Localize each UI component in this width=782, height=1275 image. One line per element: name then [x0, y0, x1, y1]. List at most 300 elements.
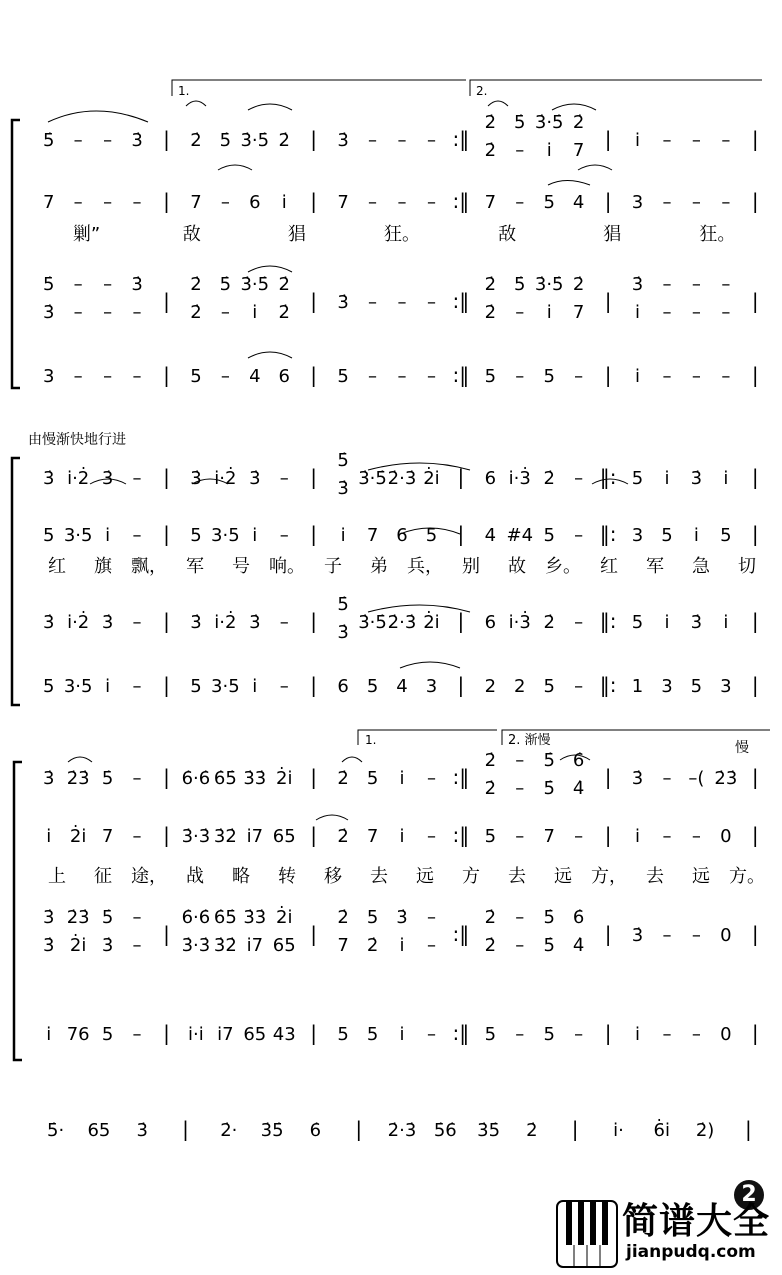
- note-upper: 6̇: [572, 907, 585, 928]
- note: –: [103, 366, 113, 387]
- s3-alto: [46, 823, 758, 847]
- lyric-syllable: 去: [370, 866, 388, 887]
- note: –: [574, 468, 584, 489]
- barline: |: [751, 363, 759, 387]
- note: 3̇: [42, 612, 55, 633]
- lyric-syllable: 兵，: [407, 556, 443, 577]
- volta-label-2b: 2. 渐慢: [508, 733, 551, 748]
- note: –: [691, 826, 701, 847]
- lyric-syllable: 途，: [131, 866, 167, 887]
- note: –: [426, 130, 436, 151]
- note: i̇: [252, 676, 258, 697]
- note: i̇: [105, 525, 111, 546]
- note: 3̇2̇: [213, 826, 237, 847]
- note: i̇·2̇: [214, 612, 237, 633]
- barline: |: [751, 127, 759, 151]
- note: –: [132, 676, 142, 697]
- note: –: [721, 366, 731, 387]
- note: –: [691, 366, 701, 387]
- note: 3̇: [631, 768, 644, 789]
- note: 2̇i̇: [276, 768, 293, 789]
- note: –: [574, 676, 584, 697]
- barline: |: [571, 1117, 579, 1141]
- note-upper: 5̇: [219, 274, 232, 295]
- barline: |: [163, 673, 170, 697]
- note: #4: [506, 525, 534, 546]
- lyric-line-2: [48, 556, 756, 577]
- note: –: [397, 130, 407, 151]
- lyric-syllable: 狂。: [384, 224, 420, 245]
- lyric-syllable: 上: [48, 866, 66, 887]
- note: 3·5: [63, 676, 93, 697]
- note: 5: [543, 192, 555, 213]
- note: i̇: [46, 1024, 52, 1045]
- note: 3: [661, 676, 673, 697]
- lyric-syllable: 转: [278, 866, 296, 887]
- barline: |: [310, 189, 318, 213]
- barline: |: [604, 823, 612, 847]
- note: –: [397, 192, 407, 213]
- note: 1: [631, 676, 644, 697]
- lyric-syllable: 远: [416, 866, 434, 887]
- note-upper: 5̇: [543, 907, 555, 928]
- note: 5: [366, 1024, 379, 1045]
- watermark-url: jianpudq.com: [626, 1242, 756, 1262]
- note: i̇: [635, 1024, 641, 1045]
- note: 0: [720, 925, 732, 946]
- lyric-syllable: 故: [508, 556, 526, 577]
- note: i̇: [664, 468, 670, 489]
- note: –: [426, 292, 436, 313]
- note: 43: [272, 1024, 296, 1045]
- note: 4: [249, 366, 261, 387]
- note-upper: –: [515, 750, 525, 771]
- barline: |: [457, 522, 465, 546]
- note: i̇: [723, 468, 729, 489]
- note: i̇·3̇: [508, 612, 531, 633]
- note: –: [103, 130, 113, 151]
- s3-bass: [46, 1021, 758, 1045]
- note: i̇·: [613, 1120, 624, 1141]
- lyric-syllable: 略: [232, 866, 250, 887]
- note: i̇: [723, 612, 729, 633]
- note: i̇·3̇: [508, 468, 531, 489]
- barline: :‖: [452, 922, 470, 946]
- note-upper: 3̇: [42, 907, 55, 928]
- note-lower: –: [132, 302, 142, 323]
- note: i̇: [281, 192, 287, 213]
- note: 3: [631, 192, 644, 213]
- lyrics: [48, 224, 765, 887]
- note: –: [691, 925, 701, 946]
- note-upper: 3̇3̇: [243, 907, 267, 928]
- note: i̇·2̇: [67, 468, 90, 489]
- note: –: [279, 676, 289, 697]
- note: 3̇: [631, 925, 644, 946]
- note: 5̇: [219, 130, 232, 151]
- note: –: [132, 366, 142, 387]
- barline: |: [751, 189, 759, 213]
- note: –: [73, 366, 83, 387]
- s2-soprano: [43, 450, 759, 499]
- lyric-syllable: 剿”: [72, 224, 101, 245]
- lyric-syllable: 猖: [287, 224, 306, 245]
- lyric-syllable: 方: [462, 866, 480, 887]
- note: 3̇: [42, 768, 55, 789]
- barline: |: [163, 465, 170, 489]
- note: –: [426, 1024, 436, 1045]
- note: 3̇: [101, 468, 114, 489]
- note: –: [426, 192, 436, 213]
- note: 6: [396, 525, 408, 546]
- note-lower: 2̇: [484, 935, 497, 956]
- note: 7: [337, 192, 349, 213]
- note: 3̇·3̇: [181, 826, 211, 847]
- note: –: [662, 366, 672, 387]
- note-lower: 3̇: [42, 302, 55, 323]
- note: 0: [720, 1024, 732, 1045]
- note-lower: 7: [572, 302, 585, 323]
- note-upper: –: [515, 907, 525, 928]
- note: –: [721, 130, 731, 151]
- note: 3·5: [211, 525, 240, 546]
- note-lower: –: [220, 302, 230, 323]
- note: –: [279, 468, 289, 489]
- note: 2̇3̇: [714, 768, 738, 789]
- barline: |: [163, 289, 170, 313]
- s2-tenor: [43, 594, 759, 643]
- lyric-syllable: 飘，: [131, 556, 167, 577]
- piano-keys-icon: [556, 1200, 618, 1268]
- note: –: [368, 366, 378, 387]
- note: 3·5: [63, 525, 93, 546]
- note: 7: [484, 192, 497, 213]
- lyric-line-3: [48, 866, 765, 887]
- lyric-syllable: 号: [232, 556, 250, 577]
- note-lower: 2̇: [366, 935, 379, 956]
- note-lower: 5̇: [543, 778, 555, 799]
- note-lower: 2̇: [484, 778, 497, 799]
- note: 5̇: [42, 130, 55, 151]
- note: –: [426, 366, 436, 387]
- note: 3̇: [690, 468, 703, 489]
- note: –: [368, 292, 378, 313]
- note: 5̇·: [47, 1120, 65, 1141]
- note: 3: [631, 525, 644, 546]
- note: 6̇5̇: [213, 768, 237, 789]
- note: 3̇: [101, 612, 114, 633]
- note-lower: –: [515, 302, 525, 323]
- note: 6̇i̇: [653, 1120, 670, 1141]
- note: 2̇3̇: [66, 768, 90, 789]
- note: 7: [190, 192, 202, 213]
- note: –: [515, 826, 525, 847]
- note: 5̇6̇: [433, 1120, 457, 1141]
- note: –: [574, 525, 584, 546]
- note-lower: 7: [572, 140, 585, 161]
- note-lower: 7: [337, 935, 349, 956]
- note: 6: [278, 366, 290, 387]
- note-upper: –: [662, 274, 672, 295]
- s1-alto: [43, 189, 759, 213]
- barline: |: [751, 765, 759, 789]
- note-lower: i̇: [252, 302, 258, 323]
- note: –: [368, 192, 378, 213]
- note-lower: i̇7: [246, 935, 264, 956]
- note: 76: [66, 1024, 90, 1045]
- note-upper: –: [691, 274, 701, 295]
- logo-badge: 2: [734, 1180, 764, 1210]
- note: i̇7: [246, 826, 264, 847]
- barline: :‖: [452, 127, 470, 151]
- note-upper: 3̇: [631, 274, 644, 295]
- barline: |: [163, 127, 170, 151]
- note-lower: 3̇: [337, 622, 349, 643]
- note: 5: [190, 366, 202, 387]
- watermark-title: 简谱大全: [622, 1201, 771, 1242]
- note: –: [103, 192, 113, 213]
- s4-melody: [47, 1117, 752, 1141]
- note: 7: [101, 826, 114, 847]
- barline: |: [457, 673, 465, 697]
- note: 2̇: [337, 826, 349, 847]
- note: 2̇·3̇: [387, 468, 417, 489]
- barline: |: [604, 1021, 612, 1045]
- note-upper: 3̇: [131, 274, 143, 295]
- lyric-syllable: 远: [692, 866, 710, 887]
- note-lower: –: [515, 778, 525, 799]
- note: –: [132, 612, 142, 633]
- note: –: [662, 768, 672, 789]
- barline: |: [604, 922, 612, 946]
- note-upper: 2̇3̇: [66, 907, 90, 928]
- note: 3̇3̇: [243, 768, 267, 789]
- lyric-syllable: 远: [554, 866, 572, 887]
- barline: |: [310, 127, 318, 151]
- note: 0: [720, 826, 732, 847]
- barline: |: [310, 465, 318, 489]
- barline: |: [163, 1021, 170, 1045]
- note-lower: –: [73, 302, 83, 323]
- note-lower: –: [103, 302, 113, 323]
- lyric-syllable: 猖: [603, 224, 622, 245]
- barline: |: [604, 189, 612, 213]
- note-upper: 6̇·6̇: [181, 907, 211, 928]
- barline: |: [604, 127, 612, 151]
- note-lower: –: [662, 302, 672, 323]
- note-lower: 5̇: [543, 935, 555, 956]
- note: –: [574, 612, 584, 633]
- note-lower: –: [132, 935, 142, 956]
- note: i̇: [105, 676, 111, 697]
- note: 7: [543, 826, 555, 847]
- note: –: [132, 525, 142, 546]
- s2-bass: [43, 673, 759, 697]
- s1-tenor: [43, 274, 759, 323]
- note: 2̇i̇: [69, 826, 87, 847]
- barline: ‖:: [599, 673, 617, 697]
- note: 3̇5̇: [260, 1120, 284, 1141]
- volta-brackets: [172, 80, 770, 745]
- lyric-syllable: 别: [462, 556, 480, 577]
- volta-label-1b: 1.: [365, 733, 377, 747]
- barline: ‖:: [599, 522, 617, 546]
- note: 2̇: [337, 768, 349, 789]
- note-lower: 2̇: [190, 302, 202, 323]
- lyric-syllable: 响。: [269, 556, 305, 577]
- note: –: [662, 1024, 672, 1045]
- note: 2̇·3̇: [387, 1120, 417, 1141]
- note-upper: 3̇: [396, 907, 408, 928]
- note: –: [515, 1024, 525, 1045]
- lyric-syllable: 红: [48, 556, 66, 577]
- note: –: [721, 192, 731, 213]
- barline: |: [457, 465, 465, 489]
- note-lower: 3̇·3̇: [181, 935, 211, 956]
- note: –: [220, 366, 230, 387]
- note: 6: [484, 612, 497, 633]
- volta-label-2a: 2.: [476, 84, 488, 98]
- note: –: [426, 826, 436, 847]
- note-lower: 2̇: [278, 302, 290, 323]
- lyric-syllable: 弟: [370, 556, 388, 577]
- lyric-syllable: 乡。: [545, 556, 581, 577]
- barline: |: [751, 289, 759, 313]
- note: –: [279, 525, 289, 546]
- lyric-syllable: 旗: [94, 556, 112, 577]
- note-lower: 2̇i̇: [69, 935, 87, 956]
- barline: |: [310, 673, 318, 697]
- note: 6̇: [309, 1120, 322, 1141]
- note: –: [515, 366, 525, 387]
- barline: |: [355, 1117, 363, 1141]
- volta-label-1a: 1.: [178, 84, 190, 98]
- note: 2: [514, 676, 526, 697]
- lyric-line-1: [73, 224, 736, 245]
- note: –: [691, 192, 701, 213]
- note: 2̇i̇: [423, 612, 440, 633]
- note: 3̇·5̇: [358, 468, 387, 489]
- barline: :‖: [452, 1021, 470, 1045]
- note-lower: 2̇: [484, 302, 497, 323]
- note-lower: –: [721, 302, 731, 323]
- barline: |: [604, 363, 612, 387]
- note: 2̇: [190, 130, 202, 151]
- note-upper: 6̇5̇: [213, 907, 237, 928]
- note: 3̇: [249, 612, 261, 633]
- lyric-syllable: 切: [738, 556, 756, 577]
- note: 5: [42, 525, 55, 546]
- note-lower: 3̇2̇: [213, 935, 237, 956]
- note: 2̇: [543, 612, 555, 633]
- note: 5: [484, 826, 497, 847]
- slow-marking: 慢: [735, 740, 749, 756]
- note-upper: 5: [366, 907, 379, 928]
- note-upper: 3̇·5̇: [240, 274, 270, 295]
- note-lower: 65: [272, 935, 296, 956]
- barline: |: [604, 289, 612, 313]
- note: i̇: [46, 826, 52, 847]
- note: –: [426, 768, 436, 789]
- barline: |: [751, 465, 759, 489]
- note-lower: 3̇: [101, 935, 114, 956]
- note: –: [515, 192, 525, 213]
- note: –: [574, 826, 584, 847]
- note-lower: –: [515, 935, 525, 956]
- note: i̇: [635, 366, 641, 387]
- note: 5: [631, 612, 644, 633]
- s1-soprano: [43, 112, 759, 161]
- note: –: [132, 768, 142, 789]
- note: 3̇: [190, 612, 202, 633]
- note: 65: [272, 826, 296, 847]
- note: 3: [425, 676, 438, 697]
- s3-tenor: [43, 905, 759, 956]
- note: 5: [720, 525, 732, 546]
- barline: |: [182, 1117, 189, 1141]
- note: 3̇5̇: [477, 1120, 501, 1141]
- barline: |: [310, 363, 318, 387]
- note-lower: i̇: [546, 140, 552, 161]
- note-upper: –: [132, 907, 142, 928]
- note-upper: 5̇: [514, 112, 526, 133]
- note: 7: [366, 826, 379, 847]
- note-upper: –: [103, 274, 113, 295]
- lyric-syllable: 敌: [498, 224, 517, 245]
- barline: :‖: [452, 189, 470, 213]
- barline: |: [310, 823, 318, 847]
- note: –: [662, 925, 672, 946]
- note-lower: 2̇: [484, 140, 497, 161]
- lyric-syllable: 移: [324, 866, 342, 887]
- barline: :‖: [452, 363, 470, 387]
- barline: |: [163, 522, 170, 546]
- note: 5̇: [101, 768, 114, 789]
- barline: :‖: [452, 289, 470, 313]
- note-upper: –: [426, 907, 436, 928]
- note: 5: [661, 525, 673, 546]
- barline: |: [751, 673, 759, 697]
- note: 3̇: [337, 292, 349, 313]
- note-upper: –: [73, 274, 83, 295]
- lyric-syllable: 红: [600, 556, 618, 577]
- lyric-syllable: 去: [646, 866, 664, 887]
- note: 5: [543, 366, 555, 387]
- lyric-syllable: 方。: [729, 866, 765, 887]
- barline: |: [163, 363, 170, 387]
- s3-soprano: [43, 750, 759, 799]
- note: –: [662, 130, 672, 151]
- note-upper: 2̇: [278, 274, 290, 295]
- note-upper: 5̇: [514, 274, 526, 295]
- barline: |: [751, 1021, 759, 1045]
- note: 2̇·: [220, 1120, 238, 1141]
- barline: |: [310, 289, 318, 313]
- note-upper: 2̇i̇: [276, 907, 293, 928]
- barline: |: [744, 1117, 752, 1141]
- note: 5: [543, 1024, 555, 1045]
- note: –: [73, 192, 83, 213]
- note-lower: 3̇: [337, 478, 349, 499]
- barline: |: [457, 609, 465, 633]
- note: 6: [249, 192, 261, 213]
- note: i̇: [664, 612, 670, 633]
- note-lower: i̇: [546, 302, 552, 323]
- barline: ‖:: [599, 465, 617, 489]
- note: i̇: [635, 826, 641, 847]
- note: –: [691, 1024, 701, 1045]
- lyric-syllable: 子: [324, 556, 342, 577]
